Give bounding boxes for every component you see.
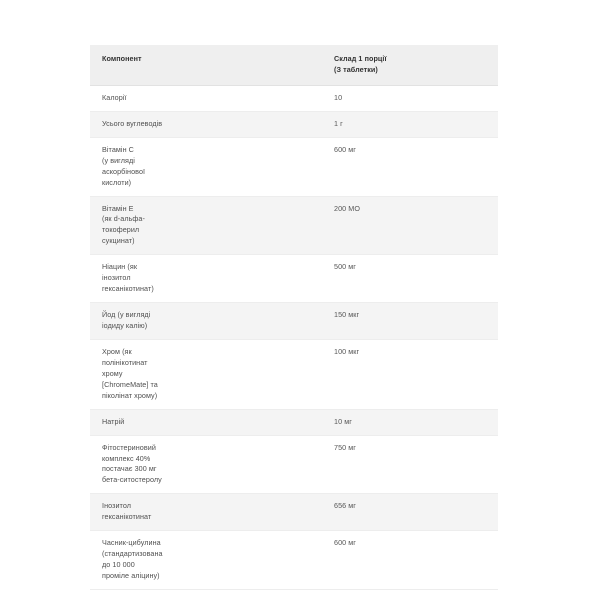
component-line: Фітостериновий: [102, 442, 156, 452]
component-line: Інозитол: [102, 501, 132, 511]
table-cell-component: [90, 111, 322, 137]
component-line: постачає 300 мг: [102, 464, 157, 474]
component-line: гексанікотинат: [102, 512, 152, 522]
component-line: Натрій: [102, 416, 125, 426]
table-cell-amount: 656 мг: [334, 501, 356, 511]
component-line: кислоти): [102, 177, 132, 187]
component-line: Часник-цибулина: [102, 538, 161, 548]
table-row: [90, 303, 498, 340]
column-header-amount-line: (З таблетки): [334, 64, 378, 74]
table-cell-component: [90, 85, 322, 111]
table-row: [90, 111, 498, 137]
table-row: [90, 409, 498, 435]
component-line: іодиду калію): [102, 321, 148, 330]
table-row: [90, 494, 498, 531]
component-line: хрому: [102, 368, 123, 378]
component-line: Вітамін Е: [102, 203, 134, 213]
table-cell-component: [90, 339, 322, 409]
table-cell-component: [90, 303, 322, 340]
table-cell-component: [90, 255, 322, 303]
table-cell-amount: 600 мг: [334, 538, 356, 548]
table-row: [90, 435, 498, 494]
component-line: сукцинат): [102, 236, 135, 246]
table-row: [90, 531, 498, 590]
component-line: гексанікотинат): [102, 284, 154, 294]
table-row: [90, 85, 498, 111]
table-cell-component: [90, 494, 322, 531]
table-header: [90, 45, 498, 85]
component-line: Калорії: [102, 92, 127, 102]
table-cell-amount: 600 мг: [334, 144, 356, 154]
component-line: аскорбінової: [102, 166, 146, 176]
component-line: до 10 000: [102, 560, 135, 570]
component-line: (як d-альфа-: [102, 214, 145, 224]
component-line: токоферил: [102, 225, 140, 235]
component-line: Ніацин (як: [102, 262, 138, 272]
column-header-amount-line: Склад 1 порції: [334, 54, 387, 63]
table-cell-amount: 10: [334, 92, 343, 102]
table-cell-amount: 750 мг: [334, 442, 356, 452]
table-cell-component: [90, 196, 322, 255]
table-cell-component: [90, 531, 322, 590]
component-line: проміле аліцину): [102, 571, 160, 580]
component-line: комплекс 40%: [102, 453, 151, 463]
table-row: [90, 339, 498, 409]
table-row: [90, 196, 498, 255]
table-row: [90, 137, 498, 196]
table-cell-amount: 200 МО: [334, 203, 360, 213]
table-cell-amount: 10 мг: [334, 416, 352, 426]
table-cell-amount: 500 мг: [334, 262, 356, 272]
table-cell-amount: 1 г: [334, 118, 343, 128]
component-line: Хром (як: [102, 346, 132, 356]
table-cell-component: [90, 435, 322, 494]
component-line: бета-ситостеролу: [102, 475, 162, 485]
table-cell-component: [90, 409, 322, 435]
table-body: [90, 85, 498, 589]
component-line: Вітамін С: [102, 144, 134, 154]
table-row: [90, 255, 498, 303]
component-line: (стандартизована: [102, 549, 163, 559]
component-line: (у вигляді: [102, 155, 135, 165]
supplement-facts-table: [90, 45, 498, 590]
column-header-amount: [322, 45, 498, 85]
component-line: Усього вуглеводів: [102, 118, 163, 128]
component-line: полінікотинат: [102, 357, 148, 367]
table-cell-amount: 100 мкг: [334, 346, 360, 356]
component-line: Йод (у вигляді: [102, 310, 151, 320]
component-line: інозитол: [102, 273, 131, 283]
table-header-row: [90, 45, 498, 85]
table-cell-component: [90, 137, 322, 196]
column-header-component: Компонент: [90, 45, 322, 85]
component-line: піколінат хрому): [102, 390, 158, 400]
component-line: [ChromeMate] та: [102, 379, 158, 389]
table-cell-amount: 150 мкг: [334, 310, 360, 320]
